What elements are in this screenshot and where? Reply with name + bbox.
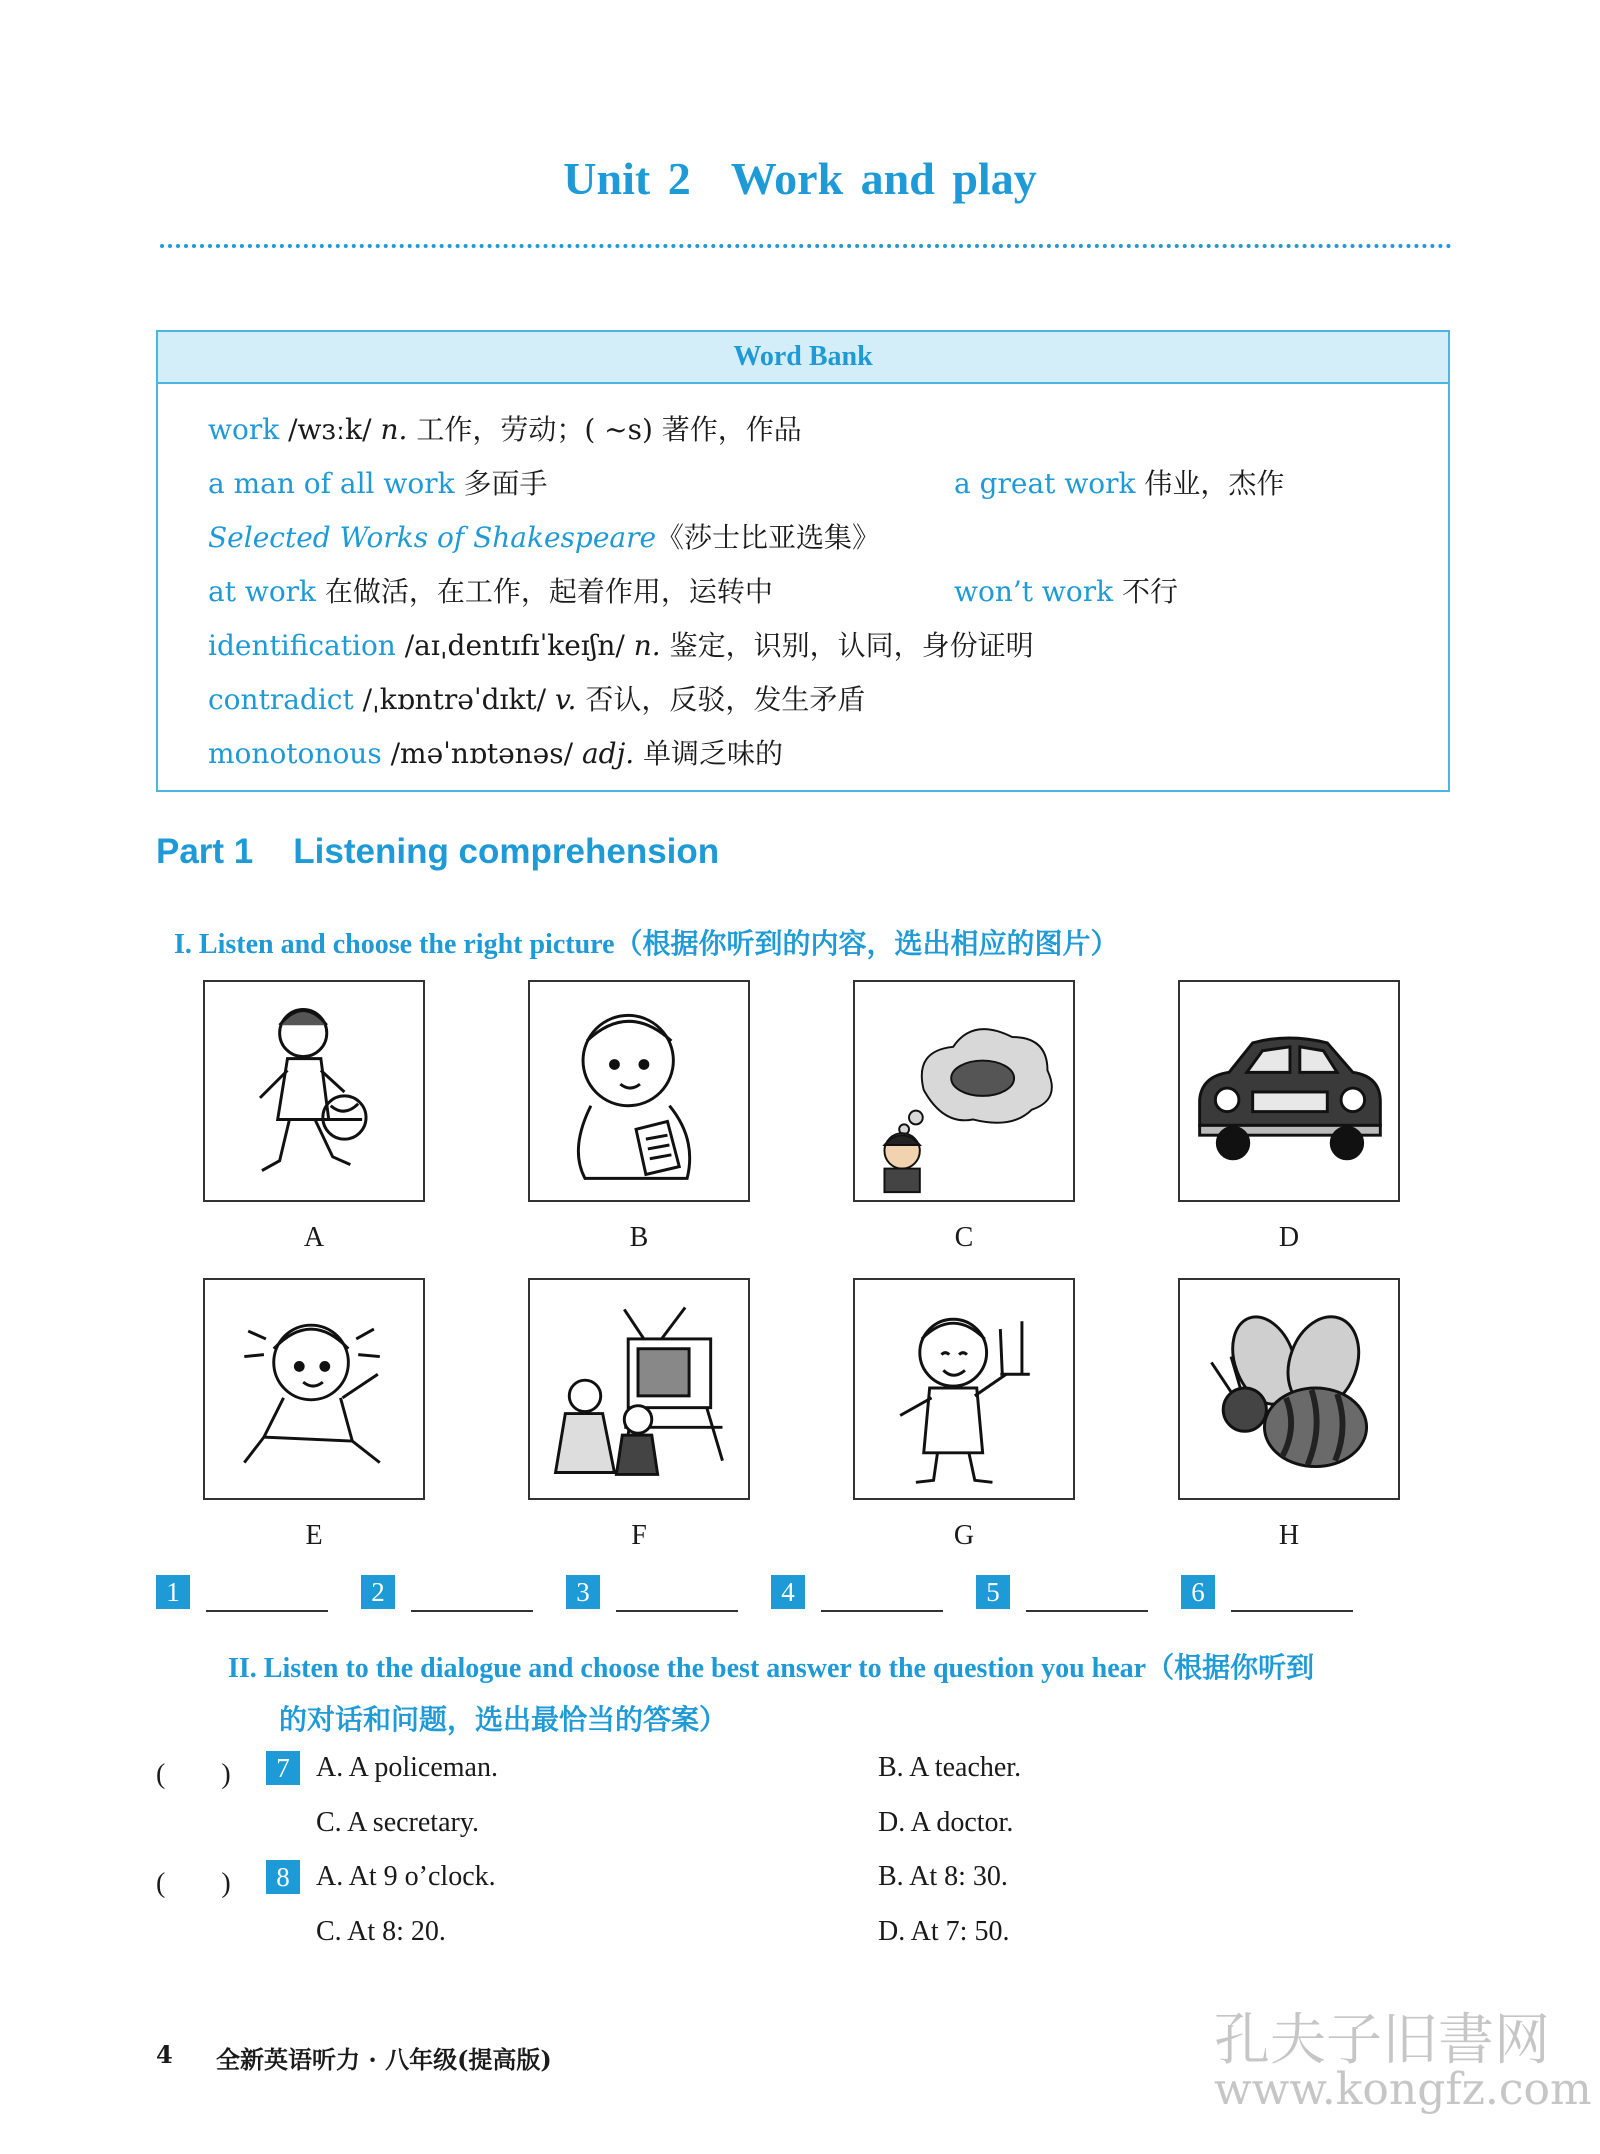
answer-paren-8[interactable]: ( ) — [156, 1868, 231, 1899]
unit-name: Work and play — [730, 153, 1037, 204]
bee-icon — [1180, 1280, 1398, 1498]
picture-b — [528, 980, 750, 1202]
q8-option-c[interactable]: C. At 8: 20. — [316, 1916, 446, 1947]
answer-blank-2[interactable] — [411, 1610, 533, 1612]
question-number-8: 8 — [266, 1860, 300, 1894]
picture-label-g: G — [953, 1520, 975, 1551]
page-number: 4 — [156, 2040, 173, 2069]
picture-label-e: E — [305, 1520, 323, 1551]
picture-d — [1178, 980, 1400, 1202]
answer-blank-5[interactable] — [1026, 1610, 1148, 1612]
word-entry-at-work: at work 在做活，在工作，起着作用，运转中 — [208, 575, 773, 608]
picture-label-b: B — [629, 1222, 649, 1253]
picture-e — [203, 1278, 425, 1500]
word-bank — [156, 330, 1450, 792]
word-entry-selected-works: Selected Works of Shakespeare《莎士比亚选集》 — [208, 521, 881, 554]
answer-blank-3[interactable] — [616, 1610, 738, 1612]
word-entry-monotonous: monotonous /məˈnɒtənəs/ adj. 单调乏味的 — [208, 737, 784, 770]
child-reading-letter-icon — [530, 982, 748, 1200]
answer-blank-4[interactable] — [821, 1610, 943, 1612]
word-entry-man-of-all-work: a man of all work 多面手 — [208, 467, 548, 500]
part-title-text: Listening comprehension — [293, 832, 720, 871]
word-entry-contradict: contradict /ˌkɒntrəˈdɪkt/ v. 否认，反驳，发生矛盾 — [208, 683, 866, 716]
section-2-heading-line1: II. Listen to the dialogue and choose the best answer to the question you hear（根据你听到 — [228, 1653, 1315, 1684]
dotted-divider — [160, 244, 1452, 248]
boy-with-trophy-icon — [855, 1280, 1073, 1498]
word-entry-identification: identification /aɪˌdentɪfɪˈkeɪʃn/ n. 鉴定，识别，认同，身份证明 — [208, 629, 1034, 662]
picture-label-f: F — [631, 1520, 647, 1551]
answer-number-4: 4 — [771, 1575, 805, 1609]
word-entry-great-work: a great work 伟业，杰作 — [954, 467, 1285, 500]
picture-f — [528, 1278, 750, 1500]
picture-a — [203, 980, 425, 1202]
word-bank-heading: Word Bank — [158, 332, 1448, 384]
q7-option-d[interactable]: D. A doctor. — [878, 1807, 1014, 1838]
q7-option-a[interactable]: A. A policeman. — [316, 1752, 498, 1783]
answer-blank-6[interactable] — [1231, 1610, 1353, 1612]
word-entry-work: work /wɜːk/ n. 工作，劳动；( ~s) 著作，作品 — [208, 413, 802, 446]
girl-dancing-icon — [205, 1280, 423, 1498]
section-1-heading: I. Listen and choose the right picture（根据你听到的内容，选出相应的图片） — [174, 929, 1119, 960]
answer-number-5: 5 — [976, 1575, 1010, 1609]
answer-number-1: 1 — [156, 1575, 190, 1609]
boy-with-ball-icon — [205, 982, 423, 1200]
children-watching-tv-icon — [530, 1280, 748, 1498]
section-2-heading-line2: 的对话和问题，选出最恰当的答案） — [279, 1705, 728, 1736]
picture-c — [853, 980, 1075, 1202]
q7-option-c[interactable]: C. A secretary. — [316, 1807, 480, 1838]
book-title: 全新英语听力 · 八年级(提高版) — [216, 2045, 552, 2074]
answer-number-3: 3 — [566, 1575, 600, 1609]
part-label: Part 1 — [156, 832, 254, 871]
answer-blank-1[interactable] — [206, 1610, 328, 1612]
unit-title — [0, 152, 1600, 205]
watermark-name: 孔夫子旧書网 — [1214, 2008, 1550, 2073]
answer-paren-7[interactable]: ( ) — [156, 1759, 231, 1790]
picture-label-a: A — [303, 1222, 325, 1253]
q8-option-b[interactable]: B. At 8: 30. — [878, 1861, 1008, 1892]
part-heading — [156, 832, 719, 872]
q8-option-d[interactable]: D. At 7: 50. — [878, 1916, 1010, 1947]
answer-number-6: 6 — [1181, 1575, 1215, 1609]
picture-g — [853, 1278, 1075, 1500]
picture-label-d: D — [1278, 1222, 1300, 1253]
picture-label-h: H — [1278, 1520, 1300, 1551]
answer-number-2: 2 — [361, 1575, 395, 1609]
question-number-7: 7 — [266, 1751, 300, 1785]
picture-h — [1178, 1278, 1400, 1500]
boy-dreaming-icon — [855, 982, 1073, 1200]
word-entry-wont-work: won’t work 不行 — [954, 575, 1178, 608]
picture-label-c: C — [954, 1222, 974, 1253]
watermark-url: www.kongfz.com — [1214, 2064, 1592, 2115]
car-icon — [1180, 982, 1398, 1200]
q8-option-a[interactable]: A. At 9 o’clock. — [316, 1861, 496, 1892]
unit-label: Unit 2 — [563, 153, 691, 204]
q7-option-b[interactable]: B. A teacher. — [878, 1752, 1022, 1783]
